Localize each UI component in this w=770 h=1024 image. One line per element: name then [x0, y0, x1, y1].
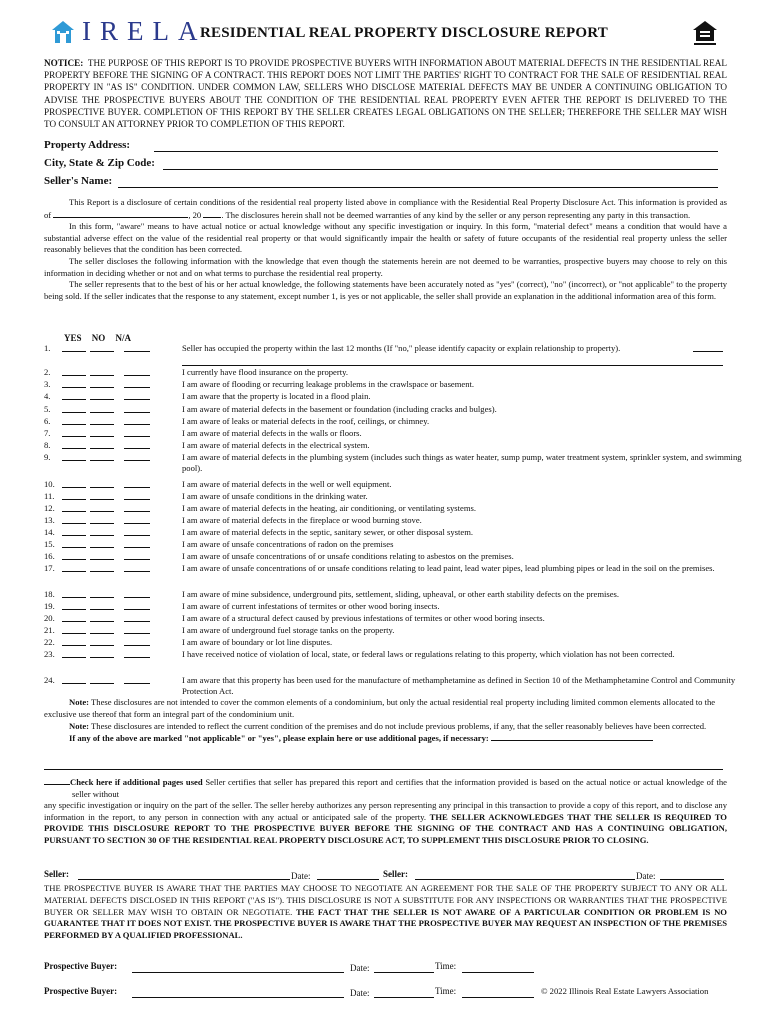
question-number: 13.	[44, 515, 55, 525]
answer-no-blank[interactable]	[90, 440, 114, 449]
answer-yes-blank[interactable]	[62, 625, 86, 634]
note-1-text: These disclosures are not intended to cover the common elements of a condominium, but only the actual residential real property including limited common elements allocated to the exclusive use thereof that form an integral part of the condominium unit.	[44, 697, 716, 719]
answer-yes-blank[interactable]	[62, 416, 86, 425]
buyer-awareness-paragraph	[44, 883, 727, 942]
question-text: I am aware of unsafe concentrations of radon on the premises	[182, 539, 394, 549]
answer-no-blank[interactable]	[90, 649, 114, 658]
answer-yes-blank[interactable]	[62, 551, 86, 560]
intro-text-1c: . The disclosures herein shall not be deemed warranties of any kind by the seller or any person representing any party in this transaction.	[221, 209, 691, 220]
intro-text-1a: This Report is a disclosure of certain conditions of the residential real property listed above in compliance with the Residential Real Property Disclosure Act. This information is provided as of	[44, 197, 727, 220]
question-text: I am aware that the property is located in a flood plain.	[182, 391, 371, 401]
date-as-of-field[interactable]	[53, 209, 188, 218]
answer-no-blank[interactable]	[90, 404, 114, 413]
answer-yes-blank[interactable]	[62, 479, 86, 488]
note-2-text: These disclosures are intended to reflect the current condition of the premises and do not include previous problems, if any, that the seller reasonably believes have been corrected.	[91, 720, 707, 731]
intro-paragraph-3: The seller discloses the following information with the knowledge that even though the statements herein are not deemed to be warranties, prospective buyers may choose to rely on this information in deciding whether or not and on what terms to purchase the residential real property.	[44, 255, 727, 278]
answer-na-blank[interactable]	[124, 479, 150, 488]
yes-heading: YES	[64, 333, 82, 343]
buyer-date-field-2[interactable]	[374, 997, 434, 998]
prospective-buyer-signature-1[interactable]	[132, 972, 344, 973]
buyer-date-label-1: Date:	[350, 963, 370, 973]
answer-no-blank[interactable]	[90, 379, 114, 388]
answer-na-blank[interactable]	[124, 625, 150, 634]
equal-housing-icon	[690, 18, 720, 48]
answer-yes-blank[interactable]	[62, 491, 86, 500]
answer-no-blank[interactable]	[90, 675, 114, 684]
explain-prompt-text: If any of the above are marked "not applicable" or "yes", please explain here or use additional pages, if necessary:	[69, 733, 489, 744]
answer-no-blank[interactable]	[90, 343, 114, 352]
question-number: 7.	[44, 428, 51, 438]
answer-yes-blank[interactable]	[62, 391, 86, 400]
intro-section	[44, 197, 727, 302]
question-text: I am aware of material defects in the well or well equipment.	[182, 479, 392, 489]
prospective-buyer-label-2: Prospective Buyer:	[44, 986, 118, 996]
answer-no-blank[interactable]	[90, 515, 114, 524]
answer-yes-blank[interactable]	[62, 675, 86, 684]
question-number: 9.	[44, 452, 51, 462]
question-number: 23.	[44, 649, 55, 659]
q1-explanation-field[interactable]	[182, 365, 723, 366]
seller-signature-label-1: Seller:	[44, 869, 69, 879]
answer-na-blank[interactable]	[124, 367, 150, 376]
question-number: 5.	[44, 404, 51, 414]
answer-no-blank[interactable]	[90, 527, 114, 536]
answer-na-blank[interactable]	[124, 551, 150, 560]
question-text: I am aware of material defects in the basement or foundation (including cracks and bulges).	[182, 404, 497, 414]
intro-paragraph-2: In this form, "aware" means to have actual notice or actual knowledge without any specific investigation or inquiry. In this form, "material defect" means a condition that would have a substantial adverse effect on the value of the residential real property or that would significantly impair the health or safety of future occupants of the residential real property unless the seller reasonably believes that the condition has been corrected.	[44, 221, 727, 255]
answer-na-blank[interactable]	[124, 391, 150, 400]
answer-no-blank[interactable]	[90, 551, 114, 560]
answer-yes-blank[interactable]	[62, 649, 86, 658]
question-number: 4.	[44, 391, 51, 401]
answer-na-blank[interactable]	[124, 515, 150, 524]
question-text: I am aware of current infestations of termites or other wood boring insects.	[182, 601, 440, 611]
cert-text-1: Seller certifies that seller has prepared this report and certifies that the information provided is based on the actual notice or actual knowledge of the seller without	[72, 777, 727, 799]
answer-column-headings	[64, 333, 131, 343]
na-heading: N/A	[115, 333, 132, 343]
additional-pages-label: Check here if additional pages used	[70, 777, 203, 787]
answer-yes-blank[interactable]	[62, 539, 86, 548]
seller-name-label: Seller's Name:	[44, 175, 113, 187]
answer-yes-blank[interactable]	[62, 589, 86, 598]
intro-paragraph-1	[44, 197, 727, 221]
question-text: I am aware of unsafe concentrations of or unsafe conditions relating to asbestos on the premises.	[182, 551, 514, 561]
question-text: I am aware of material defects in the fireplace or wood burning stove.	[182, 515, 422, 525]
seller-acknowledgement: THE SELLER ACKNOWLEDGES THAT THE SELLER IS REQUIRED TO PROVIDE THIS DISCLOSURE REPORT TO THE PROSPECTIVE BUYER BEFORE THE SIGNING OF THE CONTRACT AND HAS A CONTINUING OBLIGATION, PURSUANT TO SECTION 30 OF THE RESIDENTIAL REAL PROPERTY DISCLOSURE ACT, TO SUPPLEMENT THIS DISCLOSURE PRIOR TO CLOSING.	[44, 811, 727, 845]
question-text: I am aware of boundary or lot line disputes.	[182, 637, 333, 647]
answer-yes-blank[interactable]	[62, 428, 86, 437]
answer-na-blank[interactable]	[124, 601, 150, 610]
answer-no-blank[interactable]	[90, 452, 114, 461]
buyer-awareness-text: THE PROSPECTIVE BUYER IS AWARE THAT THE PARTIES MAY CHOOSE TO NEGOTIATE AN AGREEMENT FOR THE SALE OF THE PROPERTY SUBJECT TO ANY OR ALL MATERIAL DEFECTS DISCLOSED IN THIS REPORT ("AS IS"). THIS DISCLOSURE IS NOT A SUBSTITUTE FOR ANY INSPECTIONS OR WARRANTIES THAT THE PROSPECTIVE BUYER OR SELLER MAY WISH TO OBTAIN OR NEGOTIATE.	[44, 883, 727, 917]
buyer-date-field-1[interactable]	[374, 972, 434, 973]
question-text: I am aware of unsafe conditions in the drinking water.	[182, 491, 368, 501]
city-state-zip-label: City, State & Zip Code:	[44, 157, 155, 169]
answer-no-blank[interactable]	[90, 563, 114, 572]
question-number: 6.	[44, 416, 51, 426]
year-field[interactable]	[203, 209, 221, 218]
buyer-date-label-2: Date:	[350, 988, 370, 998]
answer-no-blank[interactable]	[90, 601, 114, 610]
question-number: 21.	[44, 625, 55, 635]
answer-no-blank[interactable]	[90, 539, 114, 548]
answer-na-blank[interactable]	[124, 491, 150, 500]
answer-na-blank[interactable]	[124, 404, 150, 413]
no-heading: NO	[91, 333, 106, 343]
answer-na-blank[interactable]	[124, 563, 150, 572]
answer-no-blank[interactable]	[90, 416, 114, 425]
answer-yes-blank[interactable]	[62, 452, 86, 461]
city-state-zip-field[interactable]	[163, 169, 718, 170]
note-1	[44, 697, 727, 721]
question-text: I am aware that this property has been used for the manufacture of methamphetamine as defined in Section 10 of the Methamphetamine Control and Community Protection Act.	[182, 675, 736, 697]
answer-na-blank[interactable]	[124, 637, 150, 646]
answer-yes-blank[interactable]	[62, 563, 86, 572]
question-number: 8.	[44, 440, 51, 450]
question-text: I have received notice of violation of local, state, or federal laws or regulations relating to this property, which violation has not been corrected.	[182, 649, 675, 659]
explain-prompt	[44, 732, 727, 745]
question-number: 24.	[44, 675, 55, 685]
question-text: I am aware of flooding or recurring leakage problems in the crawlspace or basement.	[182, 379, 475, 389]
question-number: 18.	[44, 589, 55, 599]
answer-no-blank[interactable]	[90, 491, 114, 500]
prospective-buyer-label-1: Prospective Buyer:	[44, 961, 118, 971]
question-text: I am aware of material defects in the electrical system.	[182, 440, 370, 450]
question-text: I am aware of a structural defect caused by previous infestations of termites or other wood boring insects.	[182, 613, 545, 623]
intro-text-1b: , 20	[188, 209, 202, 220]
additional-pages-checkbox[interactable]	[44, 776, 70, 785]
answer-yes-blank[interactable]	[62, 367, 86, 376]
question-text: I am aware of underground fuel storage tanks on the property.	[182, 625, 395, 635]
question-text: I am aware of material defects in the heating, air conditioning, or ventilating systems.	[182, 503, 477, 513]
note-1-label: Note:	[69, 697, 90, 707]
answer-no-blank[interactable]	[90, 589, 114, 598]
note-2-label: Note:	[69, 720, 90, 731]
answer-yes-blank[interactable]	[62, 440, 86, 449]
cert-text-2: any specific investigation or inquiry on the part of the seller. The seller hereby authorizes any person representing any principal in this transaction to provide a copy of this report, and to disclose any information in the report, to any person in connection with any actual or anticipated sale of the property.	[44, 800, 727, 822]
answer-no-blank[interactable]	[90, 479, 114, 488]
certification-section	[44, 776, 727, 846]
answer-na-blank[interactable]	[124, 589, 150, 598]
seller-date-field-2[interactable]	[660, 879, 724, 880]
cert-paragraph-2	[44, 800, 727, 846]
answer-na-blank[interactable]	[124, 379, 150, 388]
question-text: Seller has occupied the property within the last 12 months (If "no," please identify capacity or explain relationship to property).	[182, 343, 621, 353]
note-2	[44, 721, 727, 733]
page-title: RESIDENTIAL REAL PROPERTY DISCLOSURE REPORT	[200, 25, 608, 41]
question-number: 10.	[44, 479, 55, 489]
answer-no-blank[interactable]	[90, 637, 114, 646]
property-address-label: Property Address:	[44, 139, 131, 151]
question-number: 11.	[44, 491, 55, 501]
answer-na-blank[interactable]	[124, 440, 150, 449]
answer-yes-blank[interactable]	[62, 343, 86, 352]
question-number: 12.	[44, 503, 55, 513]
explain-field-line[interactable]	[44, 769, 723, 770]
answer-no-blank[interactable]	[90, 503, 114, 512]
answer-na-blank[interactable]	[124, 428, 150, 437]
question-number: 17.	[44, 563, 55, 573]
buyer-awareness-section	[44, 883, 727, 942]
answer-yes-blank[interactable]	[62, 404, 86, 413]
answer-yes-blank[interactable]	[62, 613, 86, 622]
question-number: 14.	[44, 527, 55, 537]
answer-yes-blank[interactable]	[62, 379, 86, 388]
question-text: I am aware of material defects in the plumbing system (includes such things as water heater, sump pump, water treatment system, sprinkler system, and swimming pool).	[182, 452, 742, 474]
seller-signature-field-2[interactable]	[415, 879, 635, 880]
explain-field-inline[interactable]	[491, 732, 653, 741]
answer-no-blank[interactable]	[90, 613, 114, 622]
seller-signature-field-1[interactable]	[78, 879, 290, 880]
intro-paragraph-4: The seller represents that to the best of his or her actual knowledge, the following statements have been accurately noted as "yes" (correct), "no" (incorrect), or "not applicable" to the property being sold. If the seller indicates that the response to any statement, except number 1, is yes or not applicable, the seller shall provide an explanation in the additional information area of this form.	[44, 279, 727, 301]
question-number: 16.	[44, 551, 55, 561]
answer-yes-blank[interactable]	[62, 503, 86, 512]
question-text: I currently have flood insurance on the property.	[182, 367, 349, 377]
answer-na-blank[interactable]	[124, 649, 150, 658]
house-logo-icon	[50, 19, 76, 45]
seller-date-field-1[interactable]	[317, 879, 379, 880]
question-text: I am aware of material defects in the septic, sanitary sewer, or other disposal system.	[182, 527, 474, 537]
answer-yes-blank[interactable]	[62, 601, 86, 610]
answer-no-blank[interactable]	[90, 428, 114, 437]
question-number: 20.	[44, 613, 55, 623]
irela-logo-text: IRELA	[82, 16, 207, 46]
answer-no-blank[interactable]	[90, 367, 114, 376]
notice-text: THE PURPOSE OF THIS REPORT IS TO PROVIDE PROSPECTIVE BUYERS WITH INFORMATION ABOUT MATERIAL DEFECTS IN THE RESIDENTIAL REAL PROPERTY BEFORE THE SIGNING OF A CONTRACT. THIS REPORT DOES NOT LIMIT THE PARTIES' RIGHT TO CONTRACT FOR THE SALE OF RESIDENTIAL REAL PROPERTY IN "AS IS" CONDITION. UNDER COMMON LAW, SELLERS WHO DISCLOSE MATERIAL DEFECTS MAY BE UNDER A CONTINUING OBLIGATION TO ADVISE THE PROSPECTIVE BUYERS ABOUT THE CONDITION OF THE RESIDENTIAL REAL PROPERTY EVEN AFTER THE REPORT IS DELIVERED TO THE PROSPECTIVE BUYER. COMPLETION OF THIS REPORT BY THE SELLER CREATES LEGAL OBLIGATIONS ON THE SELLER; THEREFORE THE SELLER MAY WISH TO CONSULT AN ATTORNEY PRIOR TO COMPLETION OF THIS REPORT.	[44, 58, 727, 130]
question-text: I am aware of unsafe concentrations of or unsafe conditions relating to lead paint, lead water pipes, lead plumbing pipes or lead in the soil on the premises.	[182, 563, 715, 573]
notes-section	[44, 697, 727, 745]
question-number: 19.	[44, 601, 55, 611]
buyer-time-field-2[interactable]	[462, 997, 534, 998]
answer-na-blank[interactable]	[124, 416, 150, 425]
question-number: 22.	[44, 637, 55, 647]
answer-na-blank[interactable]	[124, 613, 150, 622]
seller-date-label-1: Date:	[291, 871, 311, 881]
buyer-time-label-1: Time:	[435, 961, 457, 971]
answer-yes-blank[interactable]	[62, 515, 86, 524]
answer-na-blank[interactable]	[124, 675, 150, 684]
seller-signature-label-2: Seller:	[383, 869, 408, 879]
buyer-awareness-bold: THE FACT THAT THE SELLER IS NOT AWARE OF A PARTICULAR CONDITION OR PROBLEM IS NO GUARANTEE THAT IT DOES NOT EXIST. THE PROSPECTIVE BUYER IS AWARE THAT THE PROSPECTIVE BUYER MAY REQUEST AN INSPECTION OF THE PREMISES PERFORMED BY A QUALIFIED PROFESSIONAL.	[44, 906, 727, 941]
seller-name-field[interactable]	[118, 187, 718, 188]
question-number: 1.	[44, 343, 51, 353]
notice-label: NOTICE:	[44, 58, 84, 68]
cert-paragraph	[44, 776, 727, 800]
q1-explanation-blank[interactable]	[693, 343, 723, 352]
question-number: 3.	[44, 379, 51, 389]
answer-na-blank[interactable]	[124, 343, 150, 352]
answer-na-blank[interactable]	[124, 527, 150, 536]
notice-paragraph	[44, 57, 727, 130]
question-text: I am aware of mine subsidence, underground pits, settlement, sliding, upheaval, or other earth stability defects on the premises.	[182, 589, 620, 599]
buyer-time-label-2: Time:	[435, 986, 457, 996]
buyer-time-field-1[interactable]	[462, 972, 534, 973]
property-address-field[interactable]	[154, 151, 718, 152]
seller-date-label-2: Date:	[636, 871, 656, 881]
answer-yes-blank[interactable]	[62, 637, 86, 646]
answer-na-blank[interactable]	[124, 452, 150, 461]
question-text: I am aware of material defects in the walls or floors.	[182, 428, 362, 438]
answer-no-blank[interactable]	[90, 625, 114, 634]
answer-yes-blank[interactable]	[62, 527, 86, 536]
question-number: 15.	[44, 539, 55, 549]
answer-no-blank[interactable]	[90, 391, 114, 400]
prospective-buyer-signature-2[interactable]	[132, 997, 344, 998]
answer-na-blank[interactable]	[124, 539, 150, 548]
question-number: 2.	[44, 367, 51, 377]
copyright-footer: © 2022 Illinois Real Estate Lawyers Association	[541, 986, 709, 996]
answer-na-blank[interactable]	[124, 503, 150, 512]
question-text: I am aware of leaks or material defects in the roof, ceilings, or chimney.	[182, 416, 430, 426]
